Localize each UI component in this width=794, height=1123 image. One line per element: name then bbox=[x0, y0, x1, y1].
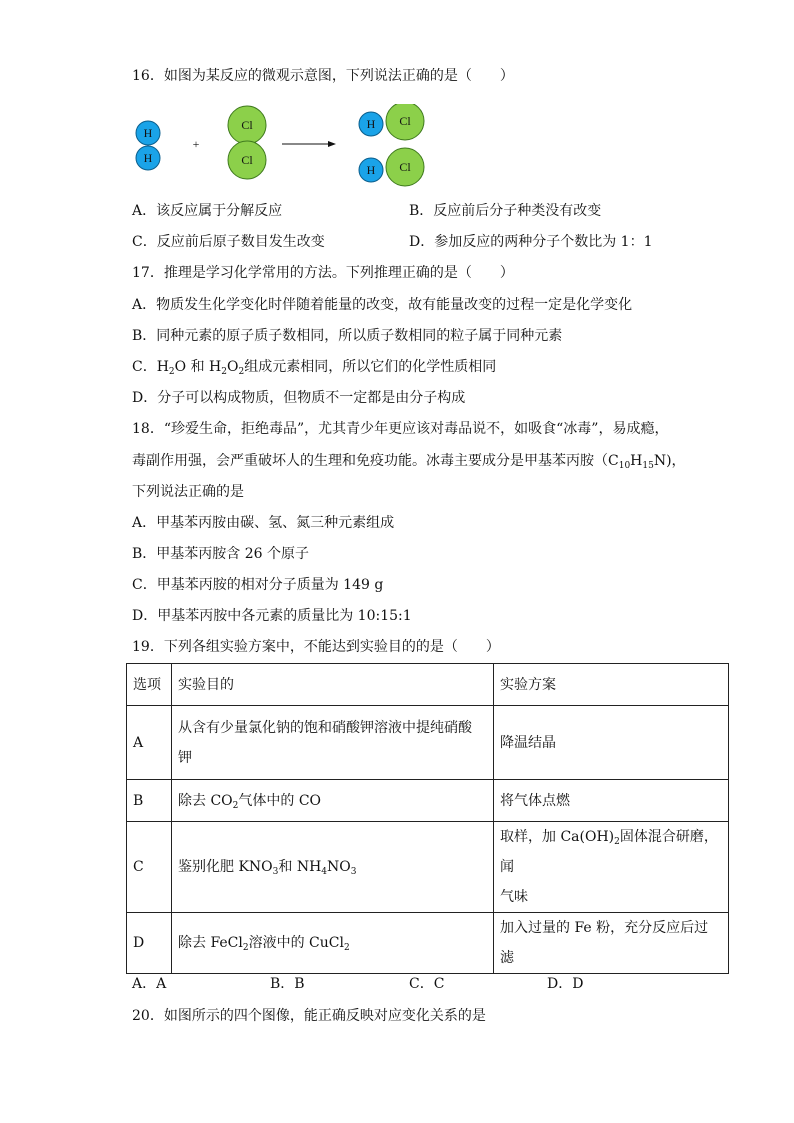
q19-answer-b: B．B bbox=[270, 976, 305, 992]
row-purpose: 除去 FeCl$_2$溶液中的 CuCl$_2$ bbox=[172, 913, 494, 974]
q19-answer-d: D．D bbox=[547, 976, 584, 992]
table-header-row bbox=[127, 664, 729, 706]
row-key: D bbox=[127, 913, 172, 974]
q16-stem: 16．如图为某反应的微观示意图，下列说法正确的是（ ） bbox=[132, 68, 514, 84]
row-plan: 将气体点燃 bbox=[494, 780, 729, 822]
q17-option-a: A．物质发生化学变化时伴随着能量的改变，故有能量改变的过程一定是化学变化 bbox=[132, 297, 633, 313]
row-plan: 降温结晶 bbox=[494, 706, 729, 780]
cl-atom-label: Cl bbox=[241, 118, 253, 132]
row-key: A bbox=[127, 706, 172, 780]
h-atom-label: H bbox=[366, 117, 376, 131]
q17-option-d: D．分子可以构成物质，但物质不一定都是由分子构成 bbox=[132, 390, 466, 406]
q16-option-c: C．反应前后原子数目发生改变 bbox=[132, 234, 325, 250]
q19-answer-c: C．C bbox=[409, 976, 445, 992]
header-plan: 实验方案 bbox=[494, 664, 729, 706]
q18-option-d: D．甲基苯丙胺中各元素的质量比为 10:15:1 bbox=[132, 608, 412, 624]
cl-atom-label: Cl bbox=[241, 153, 253, 167]
q18-stem-line2: 毒副作用强，会严重破坏人的生理和免疫功能。冰毒主要成分是甲基苯丙胺$(C_{10}H_{15}N)$， bbox=[132, 453, 686, 471]
experiment-table bbox=[126, 663, 729, 974]
q16-option-d: D．参加反应的两种分子个数比为 1：1 bbox=[409, 234, 653, 250]
row-key: C bbox=[127, 822, 172, 913]
table-row bbox=[127, 780, 729, 822]
header-purpose: 实验目的 bbox=[172, 664, 494, 706]
plus-sign: + bbox=[192, 137, 200, 151]
cl-atom-label: Cl bbox=[399, 114, 411, 128]
h-atom-label: H bbox=[143, 126, 153, 140]
q18-option-b: B．甲基苯丙胺含 26 个原子 bbox=[132, 546, 310, 562]
hcl-molecule bbox=[359, 148, 424, 186]
table-row bbox=[127, 822, 729, 913]
reaction-diagram bbox=[128, 104, 448, 188]
q17-option-b: B．同种元素的原子质子数相同，所以质子数相同的粒子属于同种元素 bbox=[132, 328, 563, 344]
cl2-molecule bbox=[228, 106, 266, 179]
q20-stem: 20．如图所示的四个图像，能正确反映对应变化关系的是 bbox=[132, 1008, 486, 1024]
row-key: B bbox=[127, 780, 172, 822]
q18-option-c: C．甲基苯丙胺的相对分子质量为 149 g bbox=[132, 577, 384, 593]
q19-answer-a: A．A bbox=[132, 976, 167, 992]
row-purpose: 除去 $CO_2$气体中的 CO bbox=[172, 780, 494, 822]
reaction-arrow bbox=[282, 141, 336, 147]
row-plan: 加入过量的 Fe 粉，充分反应后过滤 bbox=[494, 913, 729, 974]
header-option: 选项 bbox=[127, 664, 172, 706]
h2-molecule bbox=[136, 121, 160, 170]
table-row bbox=[127, 706, 729, 780]
row-purpose: 鉴别化肥 $KNO_3$和 $NH_4NO_3$ bbox=[172, 822, 494, 913]
q16-option-a: A．该反应属于分解反应 bbox=[132, 203, 283, 219]
h-atom-label: H bbox=[366, 163, 376, 177]
cl-atom-label: Cl bbox=[399, 160, 411, 174]
q18-stem-line1: 18．“珍爱生命，拒绝毒品”，尤其青少年更应该对毒品说不，如吸食“冰毒”，易成瘾， bbox=[132, 421, 669, 437]
q18-stem-line3: 下列说法正确的是 bbox=[132, 484, 244, 500]
row-plan: 取样，加 $Ca(OH)_2$固体混合研磨，闻 气味 bbox=[494, 822, 729, 913]
hcl-molecule bbox=[359, 104, 424, 140]
table-row bbox=[127, 913, 729, 974]
q16-option-b: B．反应前后分子种类没有改变 bbox=[409, 203, 602, 219]
h-atom-label: H bbox=[143, 151, 153, 165]
q19-stem: 19．下列各组实验方案中，不能达到实验目的的是（ ） bbox=[132, 639, 500, 655]
q17-option-c: C．$H_2O$ 和 $H_2O_2$组成元素相同，所以它们的化学性质相同 bbox=[132, 359, 497, 377]
q17-stem: 17．推理是学习化学常用的方法。下列推理正确的是（ ） bbox=[132, 265, 514, 281]
row-purpose: 从含有少量氯化钠的饱和硝酸钾溶液中提纯硝酸 钾 bbox=[172, 706, 494, 780]
q18-option-a: A．甲基苯丙胺由碳、氢、氮三种元素组成 bbox=[132, 515, 395, 531]
